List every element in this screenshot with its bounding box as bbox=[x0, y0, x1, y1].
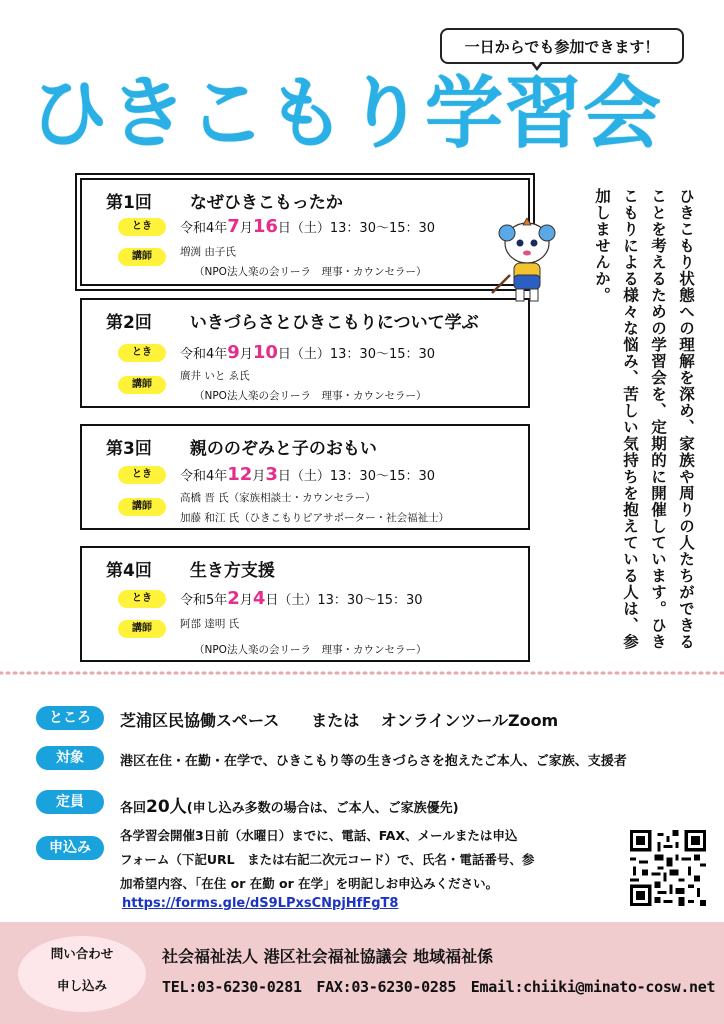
lecturer-affiliation: （NPO法人楽の会リーラ 理事・カウンセラー） bbox=[194, 390, 427, 402]
session-heading bbox=[106, 188, 343, 213]
decorative-divider bbox=[0, 670, 724, 676]
contact-badge bbox=[18, 936, 146, 1012]
date-day: 3 bbox=[265, 464, 278, 485]
session-date bbox=[180, 342, 435, 363]
session-date bbox=[180, 464, 435, 485]
contact-label-inquiry: 問い合わせ bbox=[50, 946, 114, 961]
lecturer-badge: 講師 bbox=[118, 248, 166, 266]
session-card-3 bbox=[80, 424, 530, 530]
session-heading bbox=[106, 556, 275, 581]
date-month-unit: 月 bbox=[239, 347, 253, 362]
capacity-note: (申し込み多数の場合は、ご本人、ご家族優先) bbox=[186, 801, 459, 816]
date-month: 7 bbox=[227, 216, 240, 237]
place-label: ところ bbox=[36, 706, 104, 730]
lecturer-affiliation: （NPO法人楽の会リーラ 理事・カウンセラー） bbox=[194, 644, 427, 656]
mascot-illustration bbox=[490, 215, 560, 315]
date-time: 日（土）13：30〜15：30 bbox=[277, 347, 436, 362]
session-heading bbox=[106, 308, 479, 333]
time-badge: とき bbox=[118, 590, 166, 608]
date-time: 日（土）13：30〜15：30 bbox=[277, 469, 436, 484]
capacity-prefix: 各回 bbox=[120, 801, 147, 816]
session-topic: 生き方支援 bbox=[189, 561, 275, 581]
lecturer-affiliation: （NPO法人楽の会リーラ 理事・カウンセラー） bbox=[194, 266, 427, 278]
session-card-2 bbox=[80, 298, 530, 408]
lecturer-name: 加藤 和江 氏（ひきこもりピアサポーター・社会福祉士） bbox=[180, 512, 450, 524]
target-text: 港区在住・在勤・在学で、ひきこもり等の生きづらさを抱えたご本人、ご家族、支援者 bbox=[120, 754, 627, 769]
session-number: 第2回 bbox=[106, 313, 152, 333]
date-month-unit: 月 bbox=[252, 469, 266, 484]
apply-text-line: フォーム（下記URL または右記二次元コード）で、氏名・電話番号、参 bbox=[120, 852, 535, 867]
page-title: ひきこもり学習会 bbox=[30, 69, 663, 159]
place-text: 芝浦区民協働スペース または オンラインツールZoom bbox=[120, 711, 559, 730]
lecturer-name: 廣井 いと ゑ氏 bbox=[180, 370, 250, 382]
session-topic: いきづらさとひきこもりについて学ぶ bbox=[189, 313, 479, 333]
session-number: 第3回 bbox=[106, 439, 152, 459]
apply-text-line: 各学習会開催3日前（水曜日）までに、電話、FAX、メールまたは申込 bbox=[120, 828, 518, 843]
application-form-link[interactable]: https://forms.gle/dS9LPxsCNpjHfFgT8 bbox=[122, 896, 399, 911]
date-day: 4 bbox=[252, 588, 266, 609]
session-number: 第1回 bbox=[106, 193, 152, 213]
date-time: 日（土）13：30〜15：30 bbox=[265, 593, 423, 608]
session-heading bbox=[106, 434, 377, 459]
session-topic: なぜひきこもったか bbox=[189, 193, 343, 213]
lecturer-badge: 講師 bbox=[118, 620, 166, 638]
date-month-unit: 月 bbox=[239, 593, 253, 608]
lecturer-badge: 講師 bbox=[118, 376, 166, 394]
contact-details: TEL:03-6230-0281 FAX:03-6230-0285 Email:chiiki@minato-cosw.net bbox=[162, 978, 716, 996]
qr-code-icon[interactable] bbox=[630, 830, 706, 906]
date-month-unit: 月 bbox=[239, 221, 253, 236]
apply-text-line: 加希望内容、「在住 or 在勤 or 在学」を明記しお申込みください。 bbox=[120, 876, 499, 891]
date-month: 2 bbox=[227, 588, 240, 609]
date-year: 令和4年 bbox=[180, 469, 228, 484]
tagline-bubble: 一日からでも参加できます！ bbox=[440, 28, 684, 64]
lecturer-badge: 講師 bbox=[118, 498, 166, 516]
date-time: 日（土）13：30〜15：30 bbox=[277, 221, 436, 236]
target-label: 対象 bbox=[36, 746, 104, 770]
date-year: 令和4年 bbox=[180, 347, 228, 362]
session-card-4 bbox=[80, 546, 530, 662]
date-month: 12 bbox=[227, 464, 253, 485]
lecturer-name: 高橋 晋 氏（家族相談士・カウンセラー） bbox=[180, 492, 376, 504]
session-card-1 bbox=[80, 178, 530, 286]
time-badge: とき bbox=[118, 344, 166, 362]
capacity-label: 定員 bbox=[36, 790, 104, 814]
apply-label: 申込み bbox=[36, 836, 104, 860]
date-year: 令和4年 bbox=[180, 221, 228, 236]
organization-name: 社会福祉法人 港区社会福祉協議会 地域福祉係 bbox=[162, 947, 494, 966]
time-badge: とき bbox=[118, 218, 166, 236]
lecturer-name: 阿部 達明 氏 bbox=[180, 618, 240, 630]
session-date bbox=[180, 216, 435, 237]
capacity-text bbox=[120, 792, 459, 817]
lecturer-name: 増渕 由子氏 bbox=[180, 246, 236, 258]
date-day: 16 bbox=[252, 216, 278, 237]
date-year: 令和5年 bbox=[180, 593, 228, 608]
session-topic: 親ののぞみと子のおもい bbox=[189, 439, 377, 459]
intro-text: ひきこもり状態への理解を深め、家族や周りの人たちができることを考えるための学習会を、定期的に開催しています。ひきこもりによる様々な悩み、苦しい気持ちを抱えている人は、参加しませんか。 bbox=[593, 188, 695, 650]
time-badge: とき bbox=[118, 466, 166, 484]
date-month: 9 bbox=[227, 342, 240, 363]
session-number: 第4回 bbox=[106, 561, 152, 581]
contact-label-apply: 申し込み bbox=[56, 978, 107, 993]
date-day: 10 bbox=[252, 342, 278, 363]
session-date bbox=[180, 588, 423, 609]
capacity-number: 20人 bbox=[146, 797, 187, 817]
